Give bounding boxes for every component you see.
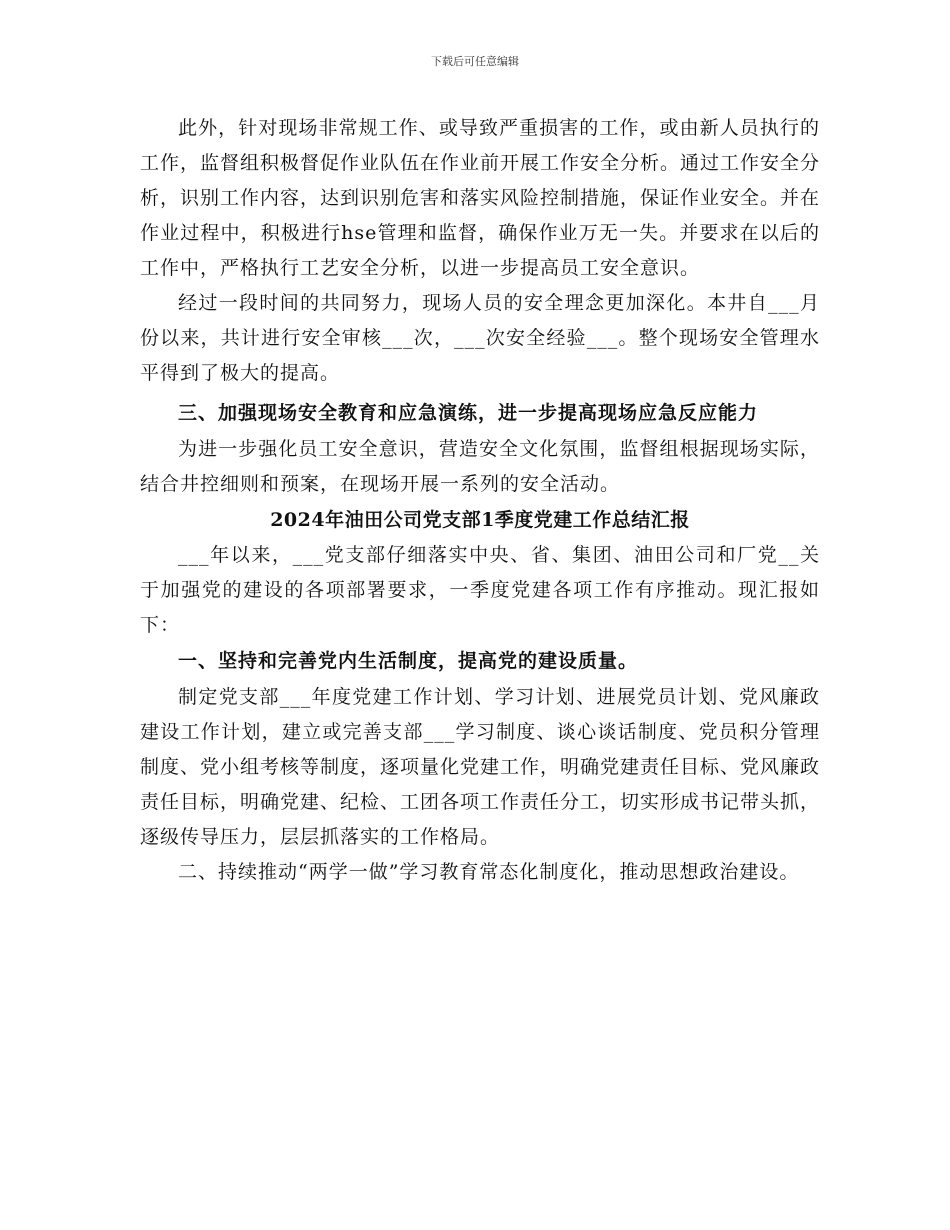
section-heading-3: 三、加强现场安全教育和应急演练，进一步提高现场应急反应能力 [178,402,759,424]
paragraph-job-safety-analysis: 此外，针对现场非常规工作、或导致严重损害的工作，或由新人员执行的工作，监督组积极督促作业队伍在作业前开展工作安全分析。通过工作安全分析，识别工作内容，达到识别危害和落实风险控制措施，保证作业安全。并在作业过程中，积极进行hse管理和监督，确保作业万无一失。并要求在以后的工作中，严格执行工艺安全分析，以进一步提高员工安全意识。 [140,117,821,279]
document-body [140,111,820,890]
page-header-note: 下载后可任意编辑 [431,55,519,68]
paragraph-safety-activities: 为进一步强化员工安全意识，营造安全文化氛围，监督组根据现场实际，结合井控细则和预案，在现场开展一系列的安全活动。 [140,438,820,495]
paragraph-safety-results: 经过一段时间的共同努力，现场人员的安全理念更加深化。本井自___月份以来，共计进行安全审核___次，___次安全经验___。整个现场安全管理水平得到了极大的提高。 [140,292,820,384]
section-heading-1: 一、坚持和完善党内生活制度，提高党的建设质量。 [178,650,639,672]
document-title: 2024年油田公司党支部1季度党建工作总结汇报 [270,509,690,531]
paragraph-party-plans: 制定党支部___年度党建工作计划、学习计划、进展党员计划、党风廉政建设工作计划，建立或完善支部___学习制度、谈心谈话制度、党员积分管理制度、党小组考核等制度，逐项量化党建工作，明确党建责任目标、党风廉政责任目标，明确党建、纪检、工团各项工作责任分工，切实形成书记带头抓，逐级传导压力，层层抓落实的工作格局。 [140,686,821,848]
paragraph-intro: ___年以来，___党支部仔细落实中央、省、集团、油田公司和厂党__关于加强党的建设的各项部署要求，一季度党建各项工作有序推动。现汇报如下： [140,544,820,636]
paragraph-section-2: 二、持续推动“两学一做”学习教育常态化制度化，推动思想政治建设。 [178,861,800,883]
